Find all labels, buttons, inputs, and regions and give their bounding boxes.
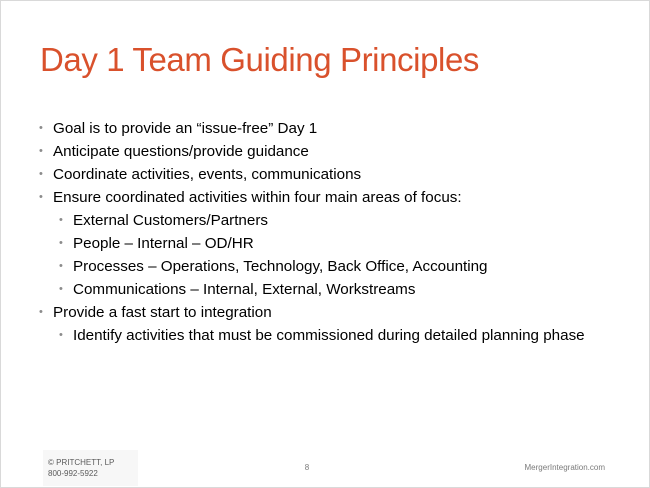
sub-bullet-item — [39, 257, 599, 276]
bullet-text: Ensure coordinated activities within four main areas of focus: — [53, 189, 462, 206]
bullet-text: Identify activities that must be commissioned during detailed planning phase — [73, 327, 585, 344]
bullet-dot-icon: • — [39, 168, 43, 180]
bullet-item — [39, 119, 599, 138]
sub-bullet-item — [39, 234, 599, 253]
sub-bullet-item — [39, 280, 599, 299]
bullet-dot-icon: • — [39, 306, 43, 318]
bullet-item — [39, 303, 599, 322]
footer-copyright: © PRITCHETT, LP — [48, 458, 115, 467]
bullet-text: Anticipate questions/provide guidance — [53, 143, 309, 160]
bullet-dot-icon: • — [39, 145, 43, 157]
bullet-text: People – Internal – OD/HR — [73, 235, 254, 252]
bullet-text: Communications – Internal, External, Workstreams — [73, 281, 416, 298]
bullet-dot-icon: • — [39, 122, 43, 134]
bullet-item — [39, 188, 599, 207]
footer-phone: 800-992-5922 — [48, 469, 98, 478]
footer-copyright-block — [43, 450, 138, 486]
bullet-text: External Customers/Partners — [73, 212, 268, 229]
sub-bullet-item — [39, 211, 599, 230]
bullet-dot-icon: • — [59, 283, 63, 295]
bullet-list — [39, 119, 599, 349]
bullet-text: Coordinate activities, events, communications — [53, 166, 362, 183]
bullet-text: Goal is to provide an “issue-free” Day 1 — [53, 120, 318, 137]
bullet-dot-icon: • — [59, 329, 63, 341]
bullet-dot-icon: • — [39, 191, 43, 203]
bullet-dot-icon: • — [59, 237, 63, 249]
bullet-dot-icon: • — [59, 214, 63, 226]
page-number: 8 — [304, 463, 310, 472]
bullet-item — [39, 142, 599, 161]
sub-bullet-item — [39, 326, 593, 345]
slide-title: Day 1 Team Guiding Principles — [40, 41, 480, 78]
bullet-item — [39, 165, 599, 184]
footer-website: MergerIntegration.com — [524, 463, 605, 472]
bullet-text: Provide a fast start to integration — [53, 304, 272, 321]
bullet-dot-icon: • — [59, 260, 63, 272]
bullet-text: Processes – Operations, Technology, Back Office, Accounting — [73, 258, 488, 275]
